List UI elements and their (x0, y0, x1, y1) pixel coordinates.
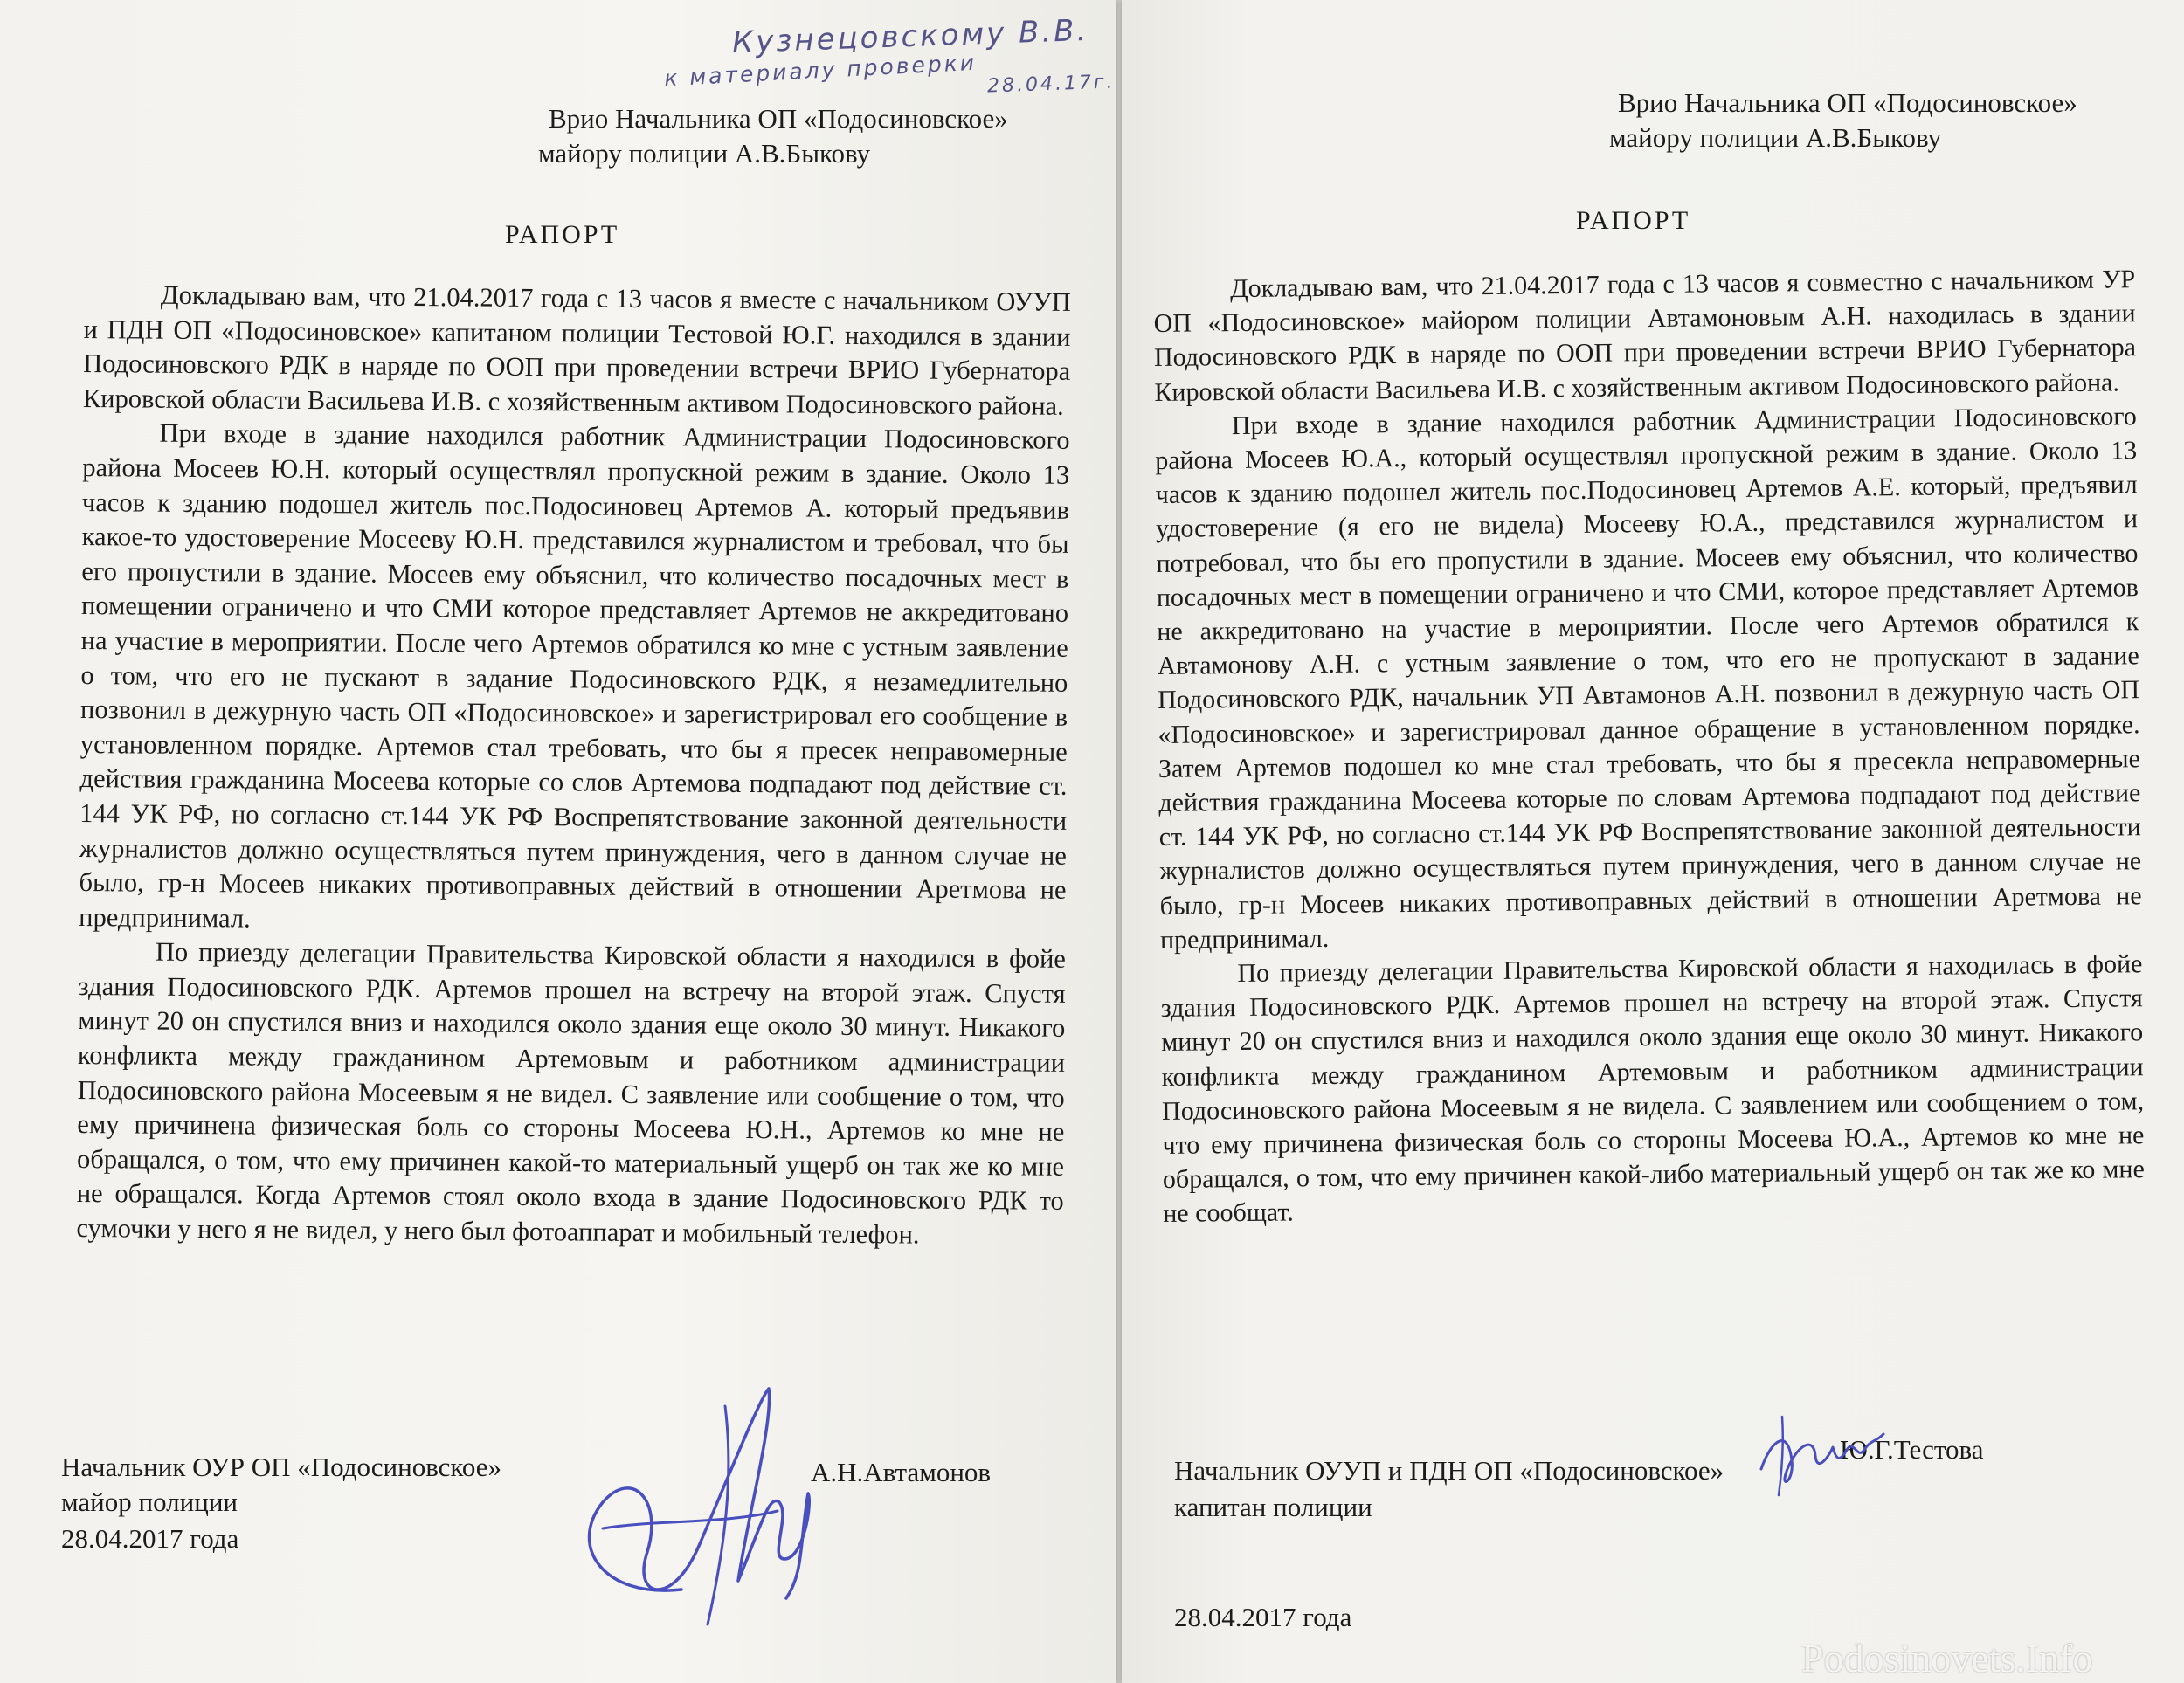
document-title: РАПОРТ (1576, 206, 1691, 235)
report-body (76, 278, 1071, 1253)
signer-name: Ю.Г.Тестова (1840, 1434, 1984, 1465)
addressee-line: Врио Начальника ОП «Подосиновское» (1618, 87, 2077, 118)
signer-position: Начальник ОУУП и ПДН ОП «Подосиновское» (1174, 1455, 1724, 1486)
signer-name: А.Н.Автамонов (811, 1457, 992, 1487)
handwritten-resolution: Кузнецовскому В.В. (731, 12, 1089, 61)
addressee-line: майору полиции А.В.Быкову (538, 138, 871, 169)
signer-rank: майор полиции (61, 1486, 238, 1517)
report-date: 28.04.2017 года (61, 1523, 239, 1554)
document-title: РАПОРТ (505, 220, 620, 249)
report-paragraph: При входе в здание находился работник Администрации Подосиновского района Мосеев Ю.Н. который осуществлял пропускной режим в здание. Около 13 часов к зданию подошел житель пос.Подосиновец Артемов А. который предъявив какое-то удостоверение Мосееву Ю.Н. представился журналистом и требовал, что бы его пропустили в здание. Мосеев ему объяснил, что количество посадочных мест в помещении ограничено и что СМИ которое представляет Артемов не аккредитовано на участие в мероприятии. После чего Артемов обратился ко мне с устным заявление о том, что его не пускают в задание Подосиновского РДК, я незамедлительно позвонил в дежурную часть ОП «Подосиновское» и зарегистрировал его сообщение в установленном порядке. Артемов стал требовать, что бы я пресек неправомерные действия гражданина Мосеева которые со слов Артемова подпадают под действие ст. 144 УК РФ, но согласно ст.144 УК РФ Воспрепятствование законной деятельности журналистов должно осуществляться путем принуждения, чего в данном случае не было, гр-н Мосеев никаких противоправных действий в отношении Аретмова не предпринимал. (79, 418, 1070, 934)
signature-scribble (550, 1371, 839, 1633)
addressee-line: майору полиции А.В.Быкову (1609, 122, 1942, 153)
report-paragraph: По приезду делегации Правительства Кировской области я находилась в фойе здания Подосиновского РДК. Артемов прошел на встречу на второй этаж. Спустя минут 20 он спустился вниз и находился около здания еще около 30 минут. Никакого конфликта между гражданином Артемовым и работником администрации Подосиновского района Мосеевым я не видела. С заявлением или сообщением о том, что ему причинена физическая боль со стороны Мосеева Ю.А., Артемов ко мне не обращался, о том, что ему причинен какой-либо материальный ущерб он так же ко мне не сообщат. (1160, 949, 2145, 1229)
handwritten-resolution-note: к материалу проверки (663, 49, 978, 92)
report-body (1153, 262, 2145, 1231)
signature-scribble (1752, 1408, 1892, 1504)
report-date: 28.04.2017 года (1174, 1602, 1352, 1632)
report-paragraph: Докладываю вам, что 21.04.2017 года с 13 часов я вместе с начальником ОУУП и ПДН ОП «Подосиновское» капитаном полиции Тестовой Ю.Г. находился в здании Подосиновского РДК в наряде по ООП при проведении встречи ВРИО Губернатора Кировской области Васильева И.В. с хозяйственным активом Подосиновского района. (82, 279, 1071, 421)
site-watermark: Podosinovets.Info (1801, 1636, 2093, 1680)
report-paragraph: Докладываю вам, что 21.04.2017 года с 13 часов я совместно с начальником УР ОП «Подосиновское» майором полиции Автамоновым А.Н. находилась в здании Подосиновского РДК в наряде по ООП при проведении встречи ВРИО Губернатора Кировской области Васильева И.В. с хозяйственным активом Подосиновского района. (1153, 265, 2137, 407)
report-paragraph: При входе в здание находился работник Администрации Подосиновского района Мосеев Ю.А., который осуществлял пропускной режим в здание. Около 13 часов к зданию подошел житель пос.Подосиновец Артемов А.Е. который, предъявил удостоверение (я его не видела) Мосееву Ю.А., представился журналистом и потребовал, что бы его пропустили в здание. Мосеев ему объяснил, что количество посадочных мест в помещении ограничено и что СМИ, которое представляет Артемов не аккредитовано на участие в мероприятии. После чего Артемов обратился к Автамонову А.Н. с устным заявление о том, что его не пропускают в задание Подосиновского РДК, начальник УП Автамонов А.Н. позвонил в дежурную часть ОП «Подосиновское» и зарегистрировал данное обращение в установленном порядке. Затем Артемов подошел ко мне стал требовать, что бы я пресекла неправомерные действия гражданина Мосеева которые по словам Артемова подпадают под действие ст. 144 УК РФ, но согласно ст.144 УК РФ Воспрепятствование законной деятельности журналистов должно осуществляться путем принуждения, чего в данном случае не было, гр-н Мосеев никаких противоправных действий в отношении Аретмова не предпринимал. (1155, 402, 2142, 955)
handwritten-resolution-date: 28.04.17г. (986, 71, 1116, 98)
signer-position: Начальник ОУР ОП «Подосиновское» (61, 1452, 502, 1482)
report-paragraph: По приезду делегации Правительства Кировской области я находился в фойе здания Подосиновского РДК. Артемов прошел на встречу на второй этаж. Спустя минут 20 он спустился вниз и находился около здания еще около 30 минут. Никакого конфликта между гражданином Артемовым и работником администрации Подосиновского района Мосеевым я не видел. С заявление или сообщение о том, что ему причинена физическая боль со стороны Мосеева Ю.Н., Артемов ко мне не обращался, о том, что ему причинен какой-то материальный ущерб он так же ко мне не обращался. Когда Артемов стоял около входа в здание Подосиновского РДК то сумочки у него я не видел, у него был фотоаппарат и мобильный телефон. (76, 936, 1067, 1250)
signer-rank: капитан полиции (1174, 1492, 1372, 1522)
addressee-block (1609, 86, 2077, 155)
addressee-block (538, 101, 1008, 171)
addressee-line: Врио Начальника ОП «Подосиновское» (549, 103, 1008, 134)
report-page-right (1122, 0, 2184, 1683)
